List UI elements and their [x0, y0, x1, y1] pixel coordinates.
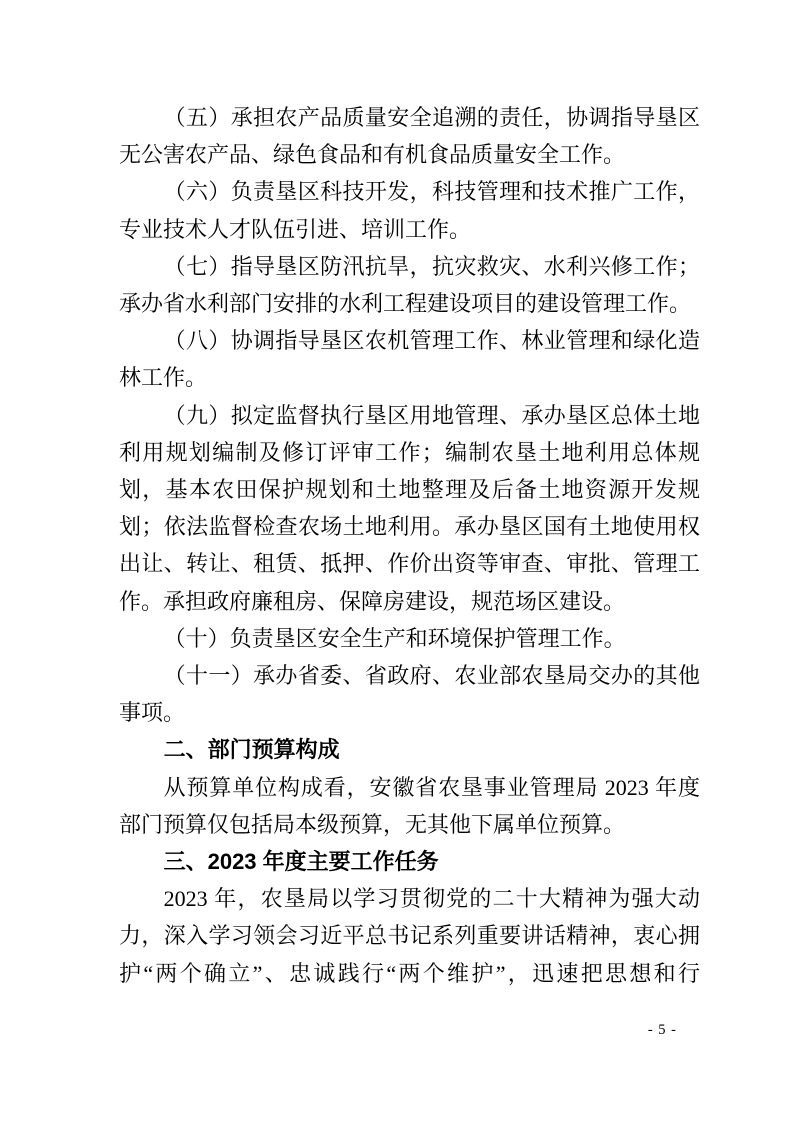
section-heading: 三、2023 年度主要工作任务 [163, 849, 439, 875]
body-text-line: 力，深入学习领会习近平总书记系列重要讲话精神，衷心拥 [119, 923, 700, 949]
body-text-line: 部门预算仅包括局本级预算，无其他下属单位预算。 [119, 811, 626, 837]
paragraph-budget-composition [119, 769, 700, 843]
body-text-line: 2023 年，农垦局以学习贯彻党的二十大精神为强大动 [163, 886, 700, 912]
body-text-line: 承办省水利部门安排的水利工程建设项目的建设管理工作。 [119, 291, 692, 317]
body-text-line: （十）负责垦区安全生产和环境保护管理工作。 [163, 625, 626, 651]
body-text-line: 专业技术人才队伍引进、培训工作。 [119, 216, 472, 242]
body-text-line: （八）协调指导垦区农机管理工作、林业管理和绿化造 [163, 328, 700, 354]
paragraph-item-10 [119, 620, 700, 657]
body-text-line: 从预算单位构成看，安徽省农垦事业管理局 2023 年度 [163, 774, 700, 800]
body-text-line: （七）指导垦区防汛抗旱，抗灾救灾、水利兴修工作； [163, 253, 700, 279]
paragraph-2023-tasks [119, 880, 700, 992]
body-text-line: 划；依法监督检查农场土地利用。承办垦区国有土地使用权 [119, 514, 700, 540]
paragraph-item-9 [119, 397, 700, 620]
body-text-line: 利用规划编制及修订评审工作；编制农垦土地利用总体规 [119, 439, 700, 465]
body-text-line: （十一）承办省委、省政府、农业部农垦局交办的其他 [163, 663, 700, 689]
paragraph-item-7 [119, 248, 700, 322]
body-text-line: 出让、转让、租赁、抵押、作价出资等审查、审批、管理工 [119, 551, 700, 577]
page-number: - 5 - [647, 1022, 677, 1038]
body-text-line: 事项。 [119, 700, 186, 726]
section-heading-budget-composition [119, 731, 700, 768]
paragraph-item-8 [119, 322, 700, 396]
body-text-line: （六）负责垦区科技开发，科技管理和技术推广工作， [163, 179, 700, 205]
body-text-line: （五）承担农产品质量安全追溯的责任，协调指导垦区 [163, 105, 700, 130]
paragraph-item-5 [119, 99, 700, 173]
body-text-line: 无公害农产品、绿色食品和有机食品质量安全工作。 [119, 142, 626, 168]
paragraph-item-6 [119, 173, 700, 247]
paragraph-item-11 [119, 657, 700, 731]
body-text-line: 护“两个确立”、忠诚践行“两个维护”，迅速把思想和行 [119, 960, 700, 986]
body-text-line: 作。承担政府廉租房、保障房建设，规范场区建设。 [119, 588, 626, 614]
body-text-line: （九）拟定监督执行垦区用地管理、承办垦区总体土地 [163, 402, 700, 428]
body-text-line: 划，基本农田保护规划和土地整理及后备土地资源开发规 [119, 477, 700, 503]
section-heading: 二、部门预算构成 [163, 737, 340, 763]
section-heading-2023-tasks [119, 843, 700, 880]
body-text-line: 林工作。 [119, 365, 208, 391]
document-body [119, 99, 700, 992]
